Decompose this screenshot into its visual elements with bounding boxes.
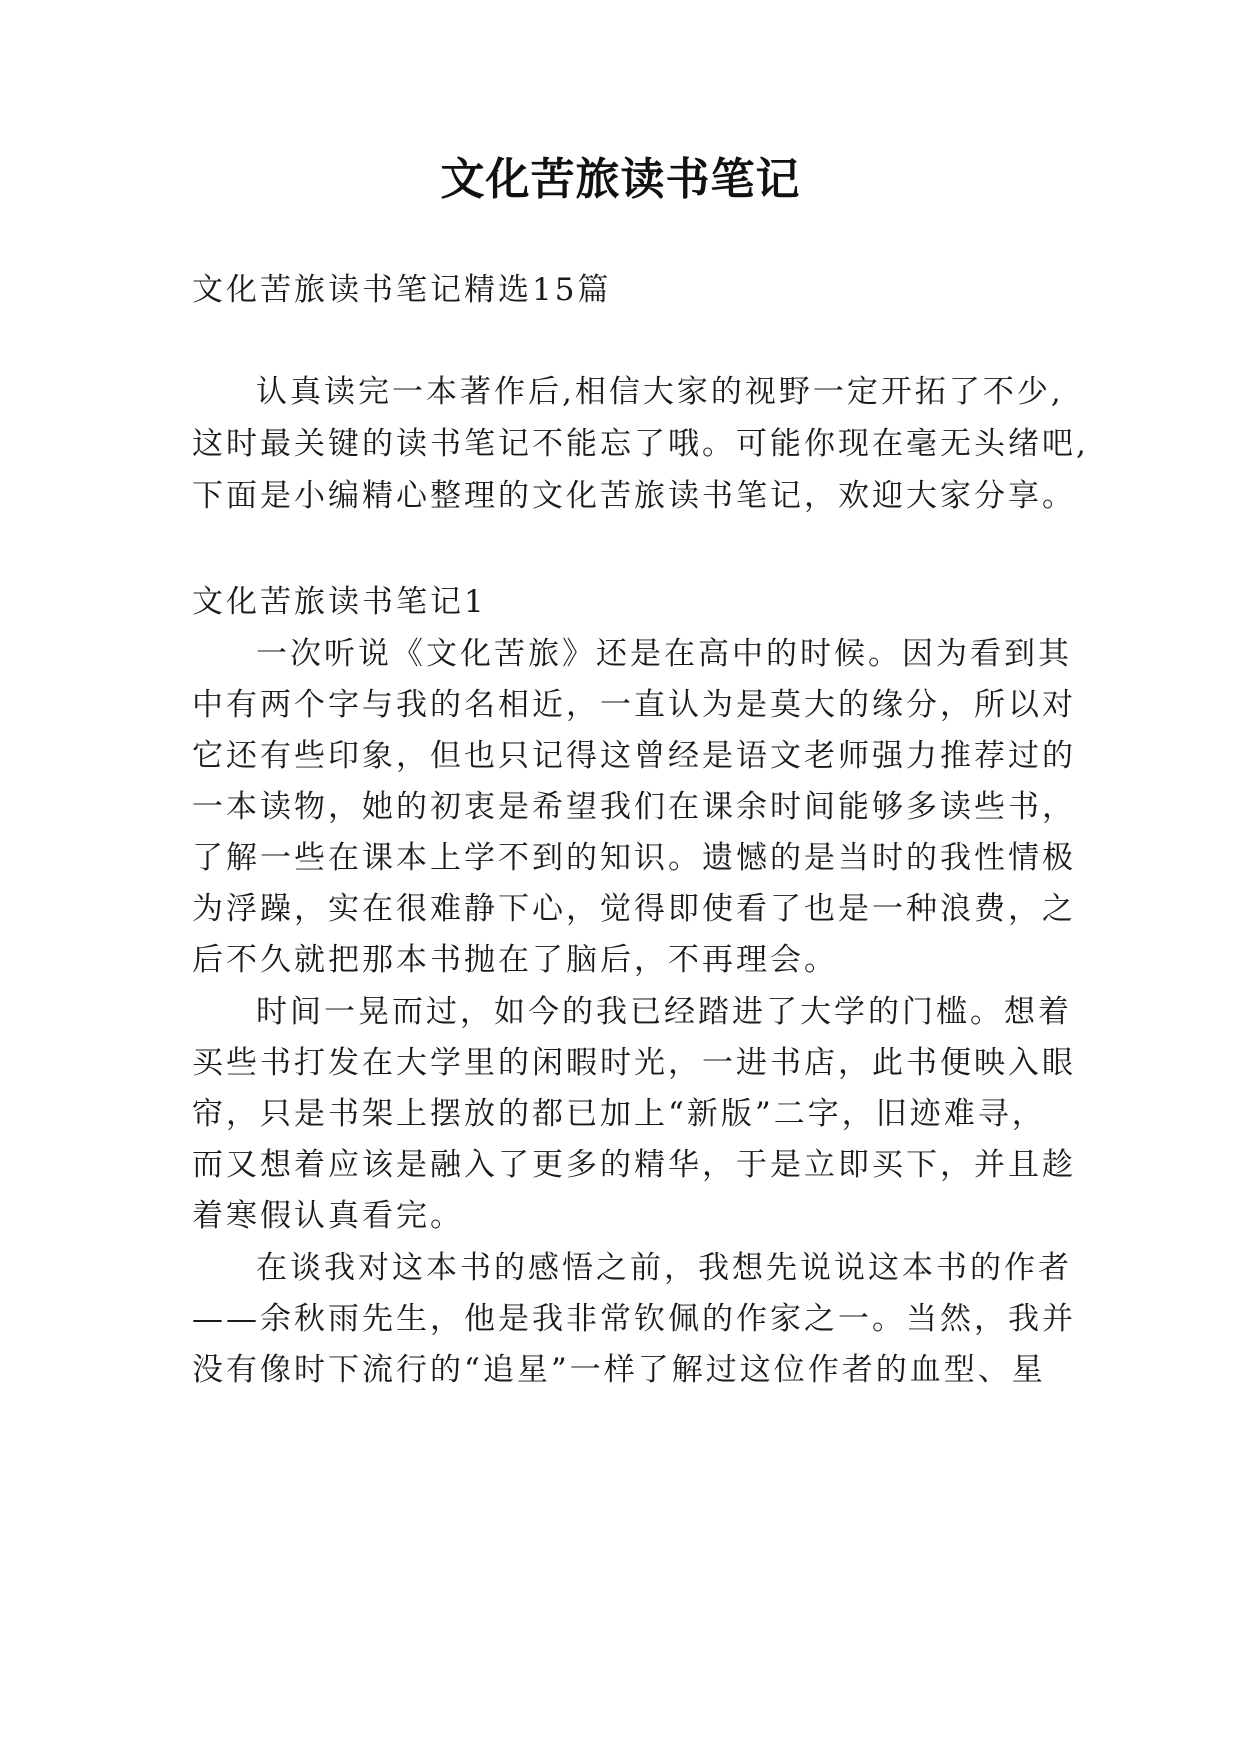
document-title: 文化苦旅读书笔记 <box>440 154 801 205</box>
paragraph-1-line-1: 一次听说《文化苦旅》还是在高中的时候。因为看到其 <box>256 636 1072 672</box>
paragraph-1-line-3: 它还有些印象，但也只记得这曾经是语文老师强力推荐过的 <box>192 738 1076 774</box>
intro-line-1: 认真读完一本著作后,相信大家的视野一定开拓了不少, <box>256 374 1064 410</box>
intro-line-2: 这时最关键的读书笔记不能忘了哦。可能你现在毫无头绪吧, <box>192 426 1089 462</box>
intro-line-3: 下面是小编精心整理的文化苦旅读书笔记，欢迎大家分享。 <box>192 478 1076 514</box>
paragraph-1-line-4: 一本读物，她的初衷是希望我们在课余时间能够多读些书， <box>192 789 1076 825</box>
paragraph-1-line-6: 为浮躁，实在很难静下心，觉得即使看了也是一种浪费，之 <box>192 891 1076 927</box>
paragraph-1-line-5: 了解一些在课本上学不到的知识。遗憾的是当时的我性情极 <box>192 840 1076 876</box>
document-subtitle: 文化苦旅读书笔记精选15篇 <box>192 272 612 308</box>
paragraph-2-line-2: 买些书打发在大学里的闲暇时光，一进书店，此书便映入眼 <box>192 1045 1076 1081</box>
paragraph-1-line-2: 中有两个字与我的名相近，一直认为是莫大的缘分，所以对 <box>192 687 1076 723</box>
section-heading: 文化苦旅读书笔记1 <box>192 584 487 620</box>
paragraph-3-line-2: ——余秋雨先生，他是我非常钦佩的作家之一。当然，我并 <box>192 1301 1076 1337</box>
paragraph-2-line-3: 帘，只是书架上摆放的都已加上“新版”二字，旧迹难寻， <box>192 1096 1046 1132</box>
paragraph-3-line-3: 没有像时下流行的“追星”一样了解过这位作者的血型、星 <box>192 1352 1046 1388</box>
paragraph-2-line-4: 而又想着应该是融入了更多的精华，于是立即买下，并且趁 <box>192 1147 1076 1183</box>
paragraph-2-line-1: 时间一晃而过，如今的我已经踏进了大学的门槛。想着 <box>256 994 1072 1030</box>
paragraph-2-line-5: 着寒假认真看完。 <box>192 1198 464 1234</box>
paragraph-1-line-7: 后不久就把那本书抛在了脑后，不再理会。 <box>192 942 838 978</box>
paragraph-3-line-1: 在谈我对这本书的感悟之前，我想先说说这本书的作者 <box>256 1250 1072 1286</box>
